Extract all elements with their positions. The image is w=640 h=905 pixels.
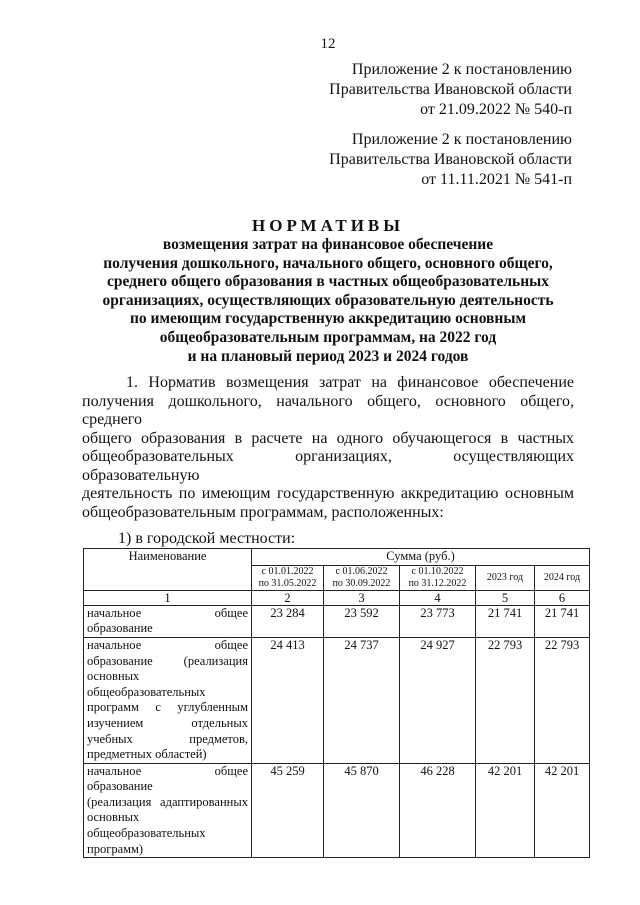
column-number: 6 [535, 590, 590, 605]
page-number: 12 [320, 36, 336, 52]
header-period-1: с 01.01.2022 по 31.05.2022 [252, 565, 324, 590]
header-year-2023: 2023 год [476, 565, 535, 590]
value-cell: 21 741 [476, 605, 535, 637]
header-year-2024: 2024 год [535, 565, 590, 590]
column-number: 4 [400, 590, 476, 605]
subtitle-line: получения дошкольного, начального общего, основного общего, [103, 254, 553, 272]
value-cell: 24 927 [400, 637, 476, 763]
value-cell: 45 870 [324, 763, 400, 858]
subtitle-line: возмещения затрат на финансовое обеспечение [162, 236, 494, 253]
header-line: Приложение 2 к постановлению [351, 61, 572, 78]
subtitle-line: организациях, осуществляющих образовательную деятельность [102, 291, 554, 309]
value-cell: 24 737 [324, 637, 400, 763]
table-row [84, 763, 590, 858]
header-period-3: с 01.10.2022 по 31.12.2022 [400, 565, 476, 590]
header-name: Наименование [84, 549, 252, 591]
row-name: начальное общее образование (реализация основных общеобразовательных программ с углубленным изучением отдельных учебных предметов, предметных областей) [84, 637, 252, 763]
subtitle-line: по имеющим государственную аккредитацию основным [129, 310, 527, 328]
value-cell: 42 201 [535, 763, 590, 858]
value-cell: 46 228 [400, 763, 476, 858]
header-line: от 21.09.2022 № 540-п [420, 101, 572, 118]
appendix-header-previous [329, 130, 572, 190]
subsection-heading: 1) в городской местности: [118, 530, 296, 548]
paragraph-line: получения дошкольного, начального общего, основного общего, среднего [82, 392, 574, 429]
column-number: 5 [476, 590, 535, 605]
paragraph-line: общеобразовательным программам, расположенных: [82, 503, 444, 521]
column-number: 3 [324, 590, 400, 605]
header-line: Правительства Ивановской области [329, 151, 572, 168]
appendix-header-current [329, 60, 572, 120]
value-cell: 23 773 [400, 605, 476, 637]
column-number: 1 [84, 590, 252, 605]
subtitle-line: общеобразовательным программам, на 2022 год [159, 328, 497, 346]
subtitle-line: среднего общего образования в частных общеобразовательных [106, 273, 550, 291]
paragraph-line: общеобразовательных организациях, осуществляющих образовательную [82, 448, 574, 484]
paragraph-line: деятельность по имеющим государственную аккредитацию основным [82, 485, 574, 503]
value-cell: 22 793 [476, 637, 535, 763]
row-name: начальное общее образование [84, 605, 252, 637]
paragraph-line: общего образования в расчете на одного обучающегося в частных [82, 429, 574, 447]
paragraph-line: 1. Норматив возмещения затрат на финансовое обеспечение [126, 374, 574, 392]
document-title: НОРМАТИВЫ [252, 216, 404, 235]
value-cell: 42 201 [476, 763, 535, 858]
header-period-2: с 01.06.2022 по 30.09.2022 [324, 565, 400, 590]
document-body [0, 216, 640, 858]
table-row [84, 605, 590, 637]
value-cell: 45 259 [252, 763, 324, 858]
body-paragraph [82, 374, 574, 522]
value-cell: 23 284 [252, 605, 324, 637]
table-row [84, 637, 590, 763]
value-cell: 21 741 [535, 605, 590, 637]
column-number: 2 [252, 590, 324, 605]
value-cell: 24 413 [252, 637, 324, 763]
row-name: начальное общее образование (реализация адаптированных основных общеобразовательных программ) [84, 763, 252, 858]
value-cell: 23 592 [324, 605, 400, 637]
header-line: Приложение 2 к постановлению [351, 131, 572, 148]
document-subtitle [0, 236, 640, 366]
header-line: Правительства Ивановской области [329, 81, 572, 98]
subtitle-line: и на плановый период 2023 и 2024 годов [187, 347, 469, 365]
normatives-table [83, 548, 590, 858]
header-line: от 11.11.2021 № 541-п [421, 171, 572, 188]
header-sum: Сумма (руб.) [252, 549, 590, 566]
value-cell: 22 793 [535, 637, 590, 763]
